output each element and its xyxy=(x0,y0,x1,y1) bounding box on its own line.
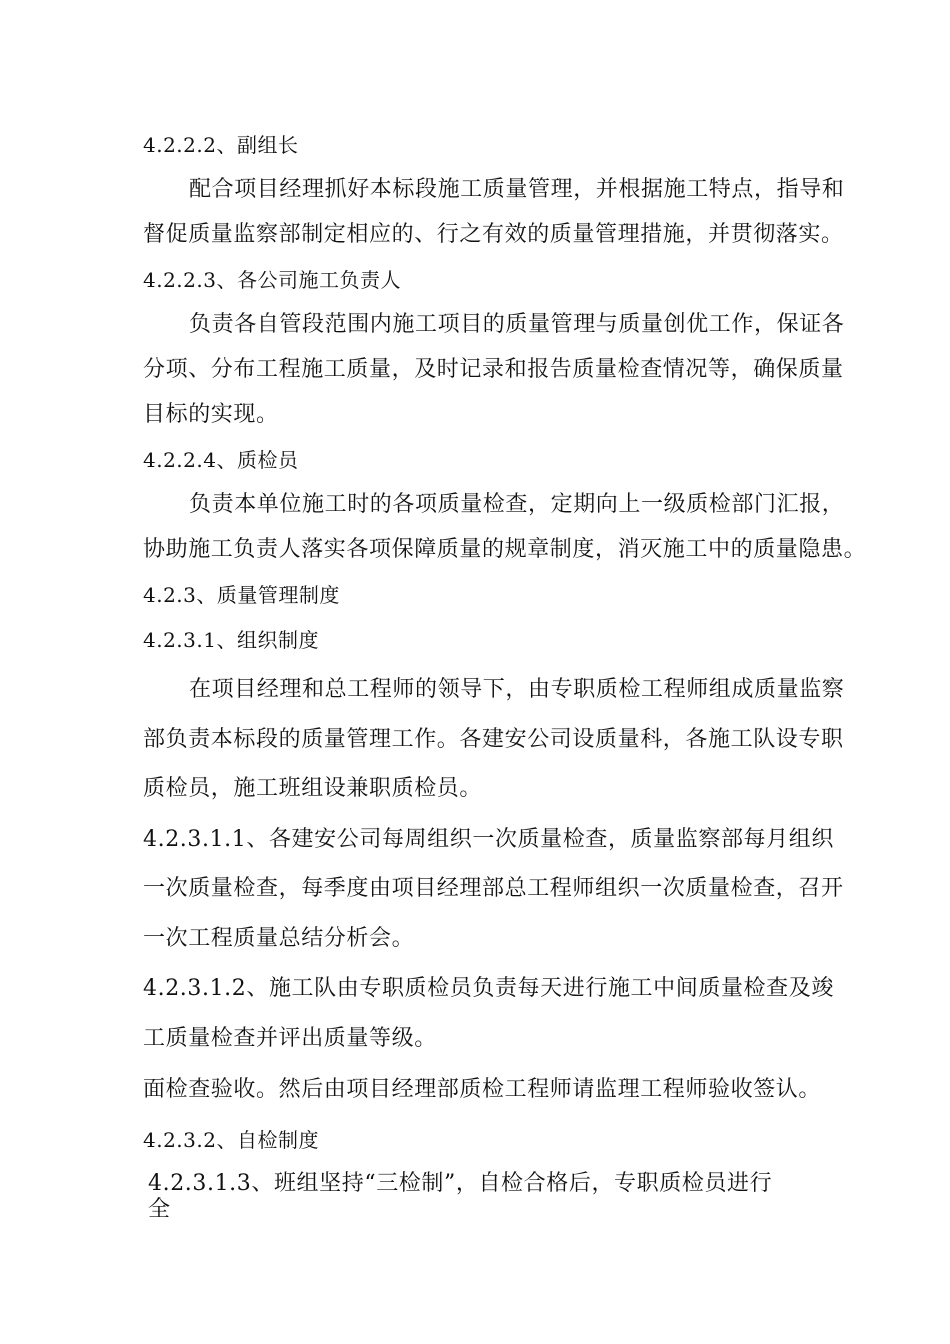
paragraph-line: 负责各自管段范围内施工项目的质量管理与质量创优工作，保证各 xyxy=(189,312,845,337)
paragraph-line: 在项目经理和总工程师的领导下，由专职质检工程师组成质量监察 xyxy=(189,677,845,702)
heading-4-2-2-3: 4.2.2.3、各公司施工负责人 xyxy=(143,268,401,292)
heading-4-2-3-1: 4.2.3.1、组织制度 xyxy=(143,628,319,652)
paragraph-line: 全 xyxy=(148,1197,171,1222)
heading-4-2-3: 4.2.3、质量管理制度 xyxy=(143,583,340,607)
paragraph-line: 督促质量监察部制定相应的、行之有效的质量管理措施，并贯彻落实。 xyxy=(143,222,844,247)
paragraph-line: 目标的实现。 xyxy=(143,402,279,427)
paragraph-line: 工质量检查并评出质量等级。 xyxy=(143,1026,437,1051)
paragraph-line: 分项、分布工程施工质量，及时记录和报告质量检查情况等，确保质量 xyxy=(143,357,844,382)
heading-4-2-2-2: 4.2.2.2、副组长 xyxy=(143,133,299,157)
heading-4-2-3-2: 4.2.3.2、自检制度 xyxy=(143,1128,319,1152)
paragraph-line: 负责本单位施工时的各项质量检查，定期向上一级质检部门汇报， xyxy=(189,492,845,517)
paragraph-line: 一次质量检查，每季度由项目经理部总工程师组织一次质量检查，召开 xyxy=(143,876,844,901)
paragraph-line: 协助施工负责人落实各项保障质量的规章制度，消灭施工中的质量隐患。 xyxy=(143,537,867,562)
paragraph-line: 一次工程质量总结分析会。 xyxy=(143,926,415,951)
paragraph-line: 部负责本标段的质量管理工作。各建安公司设质量科，各施工队设专职 xyxy=(143,727,844,752)
clause-4-2-3-1-1: 4.2.3.1.1、各建安公司每周组织一次质量检查，质量监察部每月组织 xyxy=(143,827,834,852)
heading-4-2-2-4: 4.2.2.4、质检员 xyxy=(143,448,299,472)
paragraph-line: 面检查验收。然后由项目经理部质检工程师请监理工程师验收签认。 xyxy=(143,1077,822,1102)
clause-4-2-3-1-3: 4.2.3.1.3、班组坚持“三检制”，自检合格后，专职质检员进行 xyxy=(148,1171,773,1196)
clause-4-2-3-1-2: 4.2.3.1.2、施工队由专职质检员负责每天进行施工中间质量检查及竣 xyxy=(143,976,834,1001)
paragraph-line: 配合项目经理抓好本标段施工质量管理，并根据施工特点，指导和 xyxy=(189,177,845,202)
paragraph-line: 质检员，施工班组设兼职质检员。 xyxy=(143,776,483,801)
